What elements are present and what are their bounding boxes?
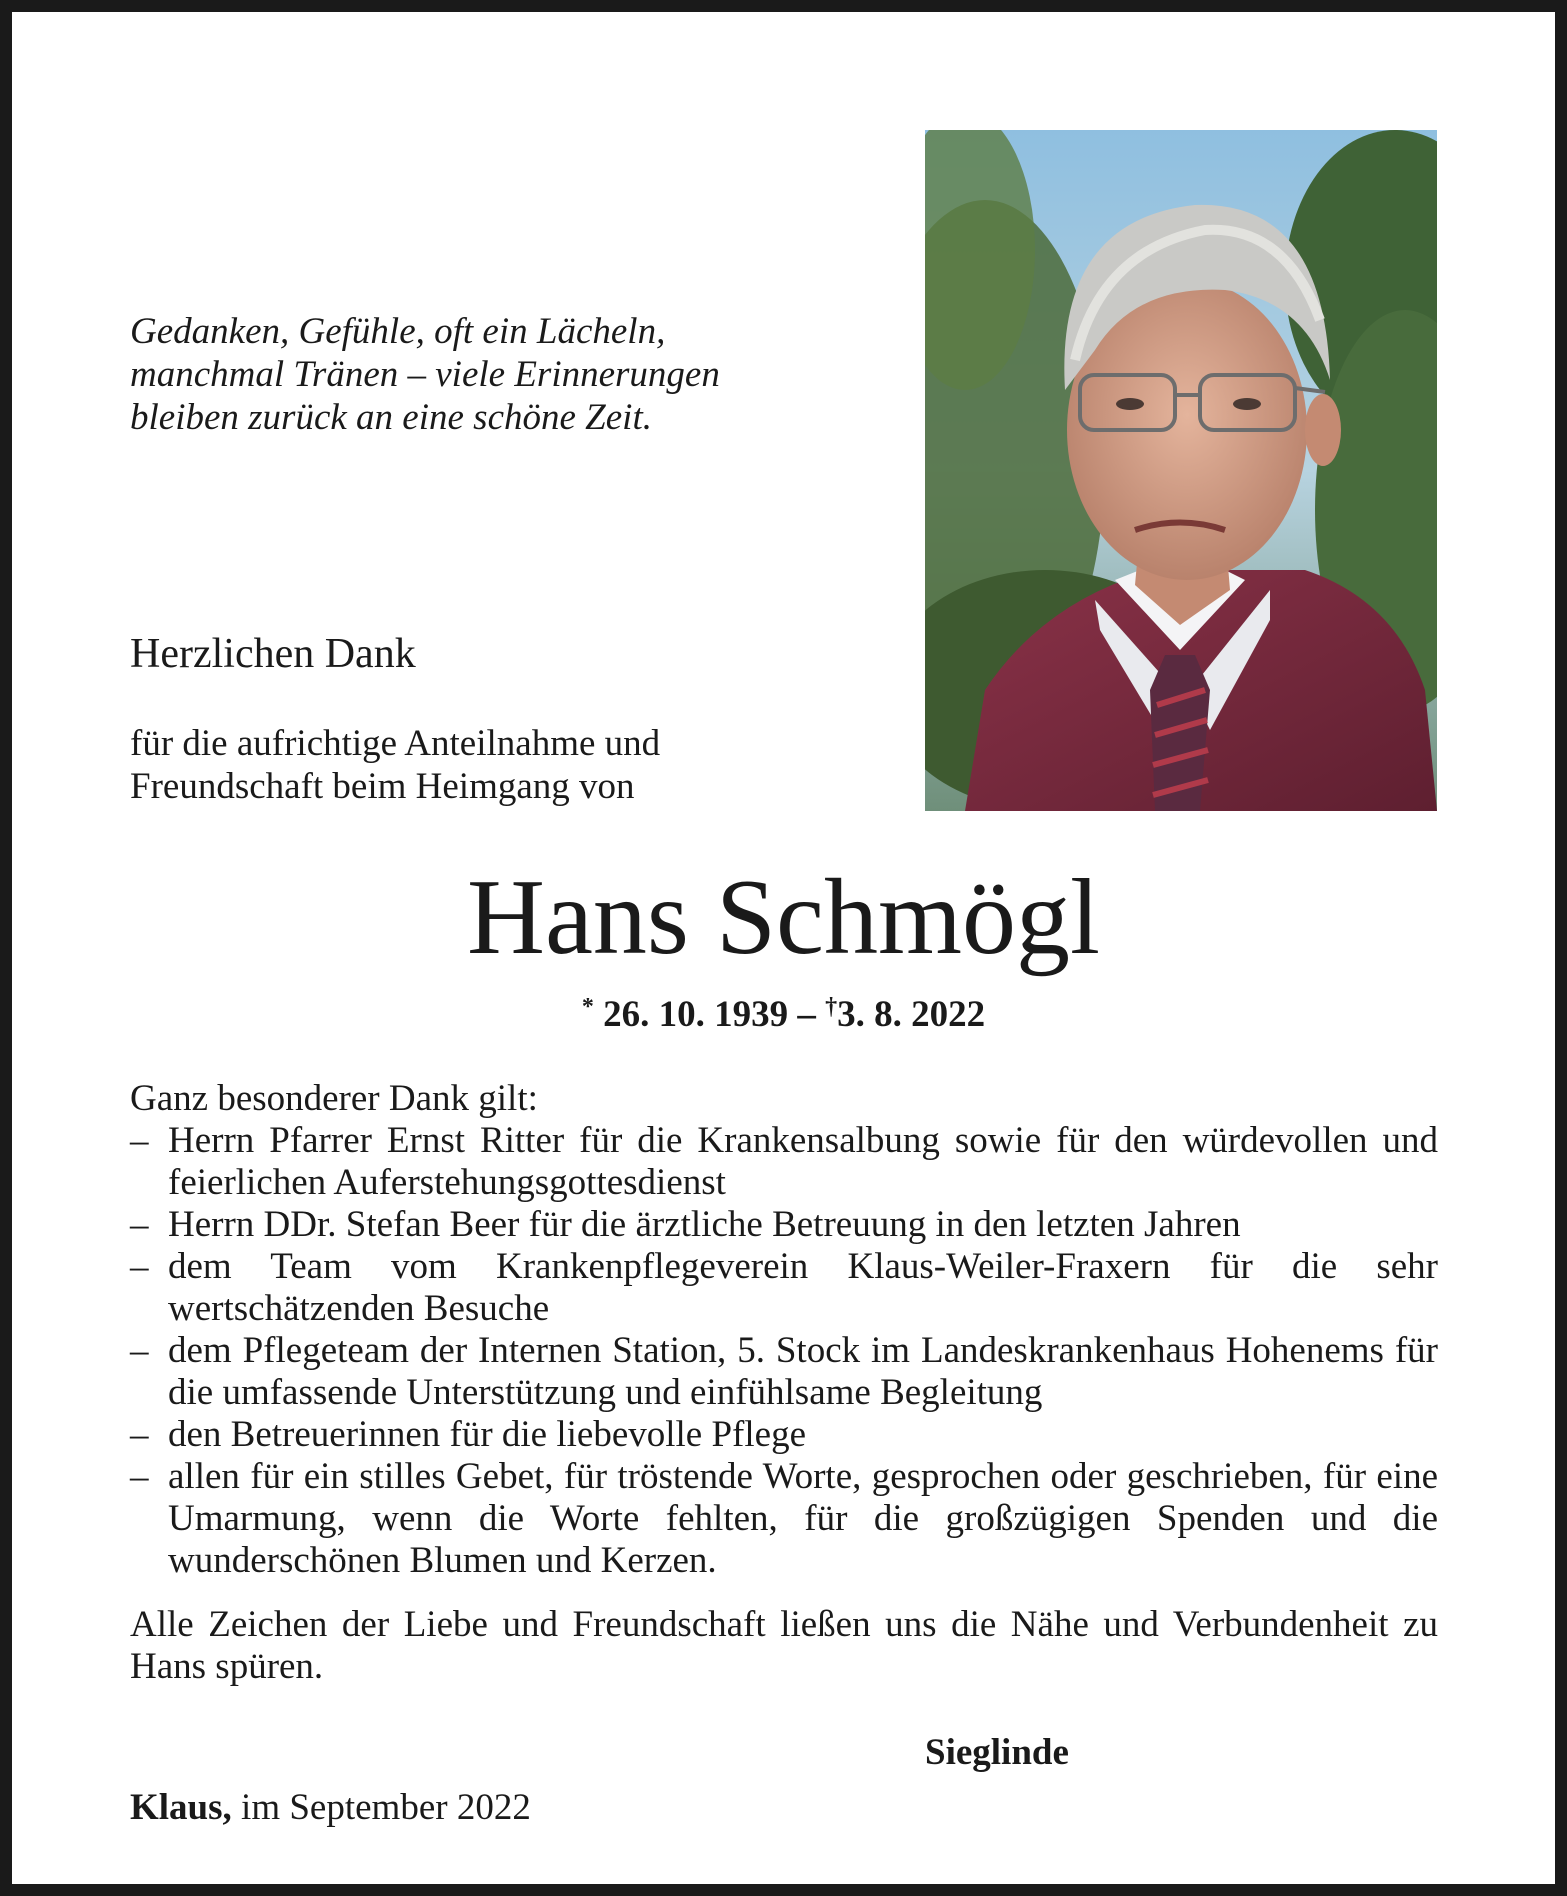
place-date bbox=[130, 1785, 531, 1830]
thanks-line: Freundschaft beim Heimgang von bbox=[130, 766, 635, 807]
dash-bullet: – bbox=[130, 1120, 149, 1161]
deceased-name: Hans Schmögl bbox=[467, 858, 1100, 977]
acknowledgements bbox=[130, 1078, 1438, 1688]
list-item bbox=[130, 1120, 1438, 1204]
acknowledgements-list bbox=[130, 1120, 1438, 1582]
list-item-text: Herrn Pfarrer Ernst Ritter für die Krankensalbung sowie für den würdevollen und feierlichen Auferstehungsgottesdienst bbox=[168, 1120, 1438, 1203]
quote-line: Gedanken, Gefühle, oft ein Lächeln, bbox=[130, 311, 666, 352]
acknowledgements-intro: Ganz besonderer Dank gilt: bbox=[130, 1078, 538, 1119]
place-date-text: im September 2022 bbox=[241, 1787, 531, 1828]
closing-text: Alle Zeichen der Liebe und Freundschaft ließen uns die Nähe und Verbundenheit zu Hans spüren. bbox=[130, 1604, 1438, 1687]
memorial-quote bbox=[130, 310, 810, 439]
list-item-text: den Betreuerinnen für die liebevolle Pflege bbox=[168, 1414, 806, 1455]
list-item bbox=[130, 1246, 1438, 1330]
thanks-line: für die aufrichtige Anteilnahme und bbox=[130, 723, 661, 764]
list-item bbox=[130, 1204, 1438, 1246]
dash-bullet: – bbox=[130, 1330, 149, 1371]
dash-bullet: – bbox=[130, 1414, 149, 1455]
date-separator: – bbox=[797, 994, 816, 1035]
list-item-text: allen für ein stilles Gebet, für tröstende Worte, gesprochen oder geschrieben, für eine Umarmung, wenn die Worte fehlten, für die großzügigen Spenden und die wunderschönen Blumen und Kerzen. bbox=[168, 1456, 1438, 1581]
list-item bbox=[130, 1456, 1438, 1582]
list-item-text: Herrn DDr. Stefan Beer für die ärztliche Betreuung in den letzten Jahren bbox=[168, 1204, 1241, 1245]
dash-bullet: – bbox=[130, 1204, 149, 1245]
dash-bullet: – bbox=[130, 1456, 149, 1497]
list-item bbox=[130, 1414, 1438, 1456]
quote-line: bleiben zurück an eine schöne Zeit. bbox=[130, 397, 652, 438]
portrait-photo bbox=[925, 130, 1437, 811]
signature: Sieglinde bbox=[925, 1732, 1069, 1773]
birth-date: 26. 10. 1939 bbox=[603, 994, 789, 1035]
place-town: Klaus, bbox=[130, 1787, 232, 1828]
list-item-text: dem Team vom Krankenpflegeverein Klaus-Weiler-Fraxern für die sehr wertschätzenden Besuche bbox=[168, 1246, 1438, 1329]
dash-bullet: – bbox=[130, 1246, 149, 1287]
quote-line: manchmal Tränen – viele Erinnerungen bbox=[130, 354, 720, 395]
list-item bbox=[130, 1330, 1438, 1414]
thanks-title: Herzlichen Dank bbox=[130, 631, 416, 677]
birth-symbol: * bbox=[581, 994, 594, 1020]
death-date: 3. 8. 2022 bbox=[837, 994, 986, 1035]
list-item-text: dem Pflegeteam der Internen Station, 5. Stock im Landeskrankenhaus Hohenems für die umfassende Unterstützung und einfühlsame Begleitung bbox=[168, 1330, 1438, 1413]
death-symbol: † bbox=[825, 994, 838, 1020]
life-dates bbox=[0, 992, 1567, 1037]
thanks-text bbox=[130, 722, 660, 808]
